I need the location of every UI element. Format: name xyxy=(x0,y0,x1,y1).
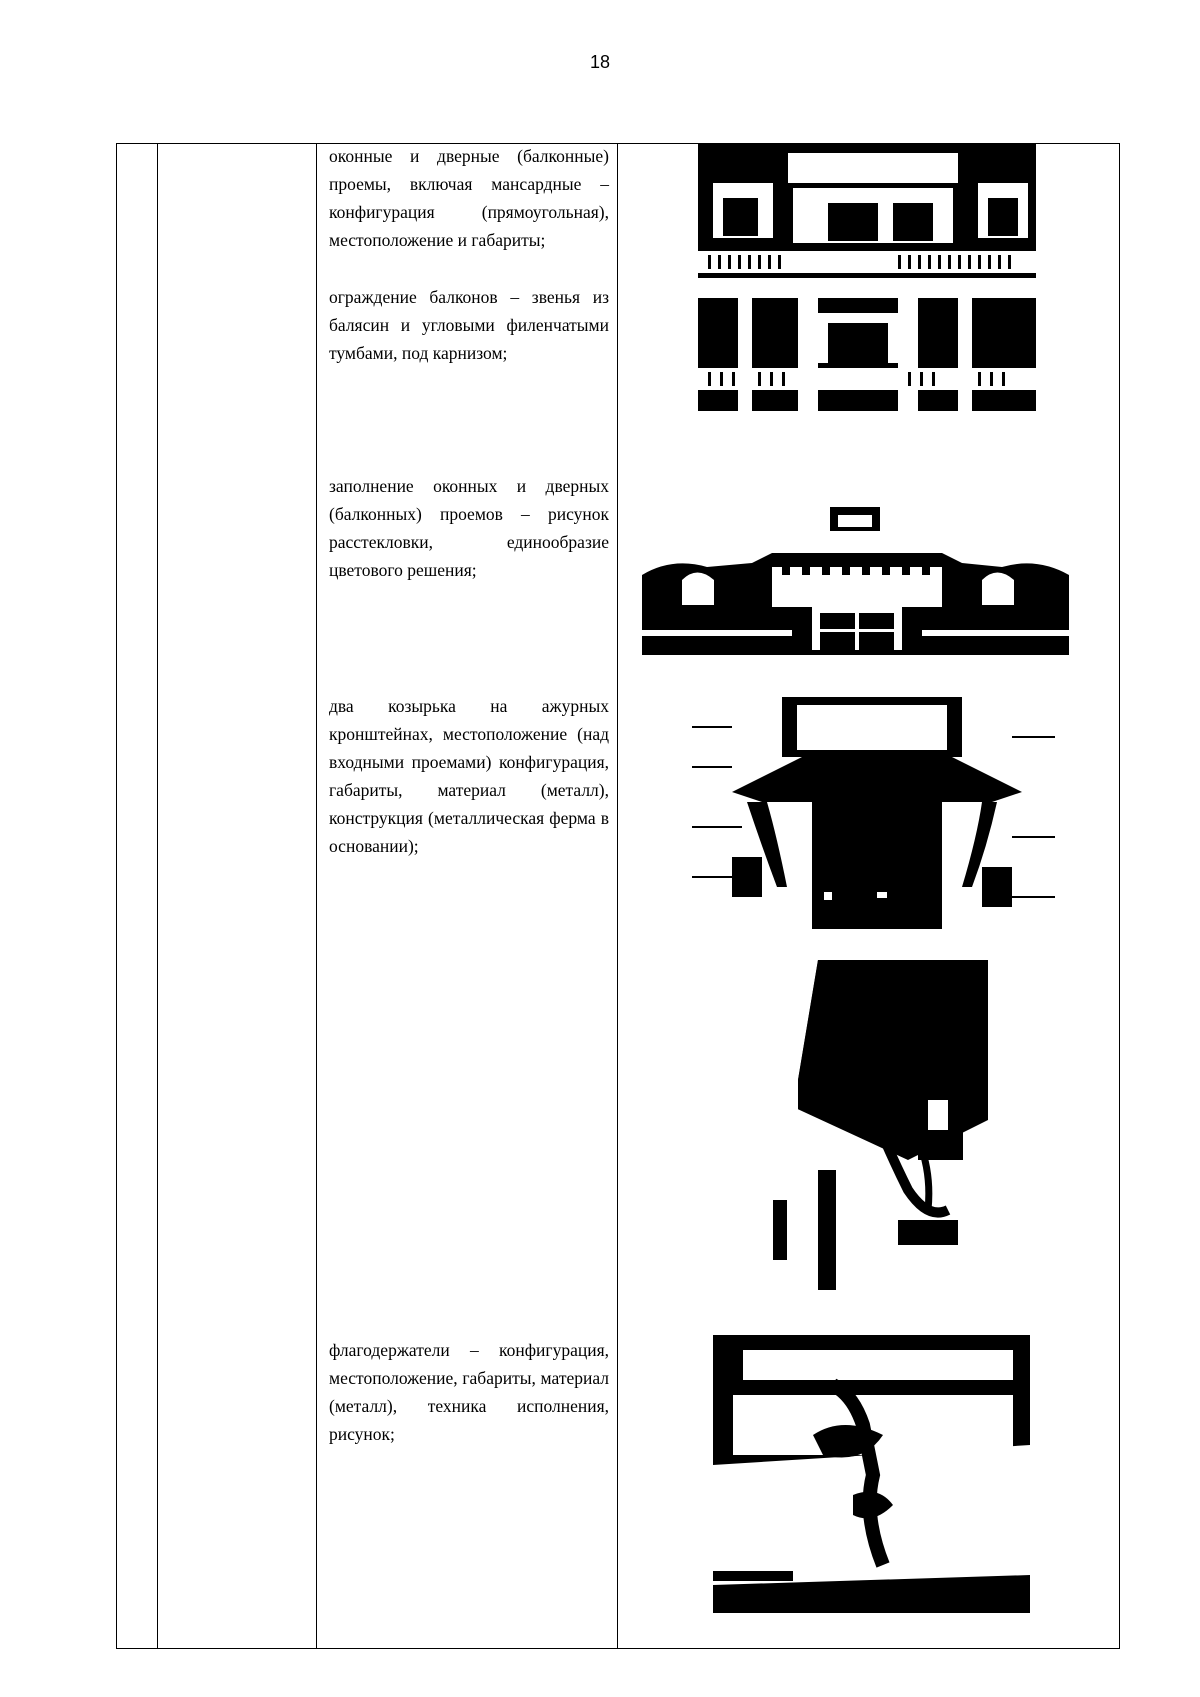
feature-glazing-text: заполнение оконных и дверных (балконных) проемов – рисунок расстекловки, единообразие цветового решения; xyxy=(329,476,609,580)
mansard-windows-photo xyxy=(642,505,1069,655)
page-number: 18 xyxy=(589,52,611,72)
feature-openings-text: оконные и дверные (балконные) проемы, включая мансардные – конфигурация (прямоугольная), местоположение и габариты; xyxy=(329,146,609,250)
feature-flagholders-text: флагодержатели – конфигурация, местоположение, габариты, материал (металл), техника исполнения, рисунок; xyxy=(329,1340,609,1444)
canopy-front-photo xyxy=(692,697,1055,929)
column-divider xyxy=(157,144,158,1648)
column-divider xyxy=(316,144,317,1648)
column-divider xyxy=(617,144,618,1648)
feature-balcony-text: ограждение балконов – звенья из балясин и угловыми филенчатыми тумбами, под карнизом; xyxy=(329,287,609,363)
feature-canopies-text: два козырька на ажурных кронштейнах, местоположение (над входными проемами) конфигурация, габариты, материал (металл), конструкция (металлическая ферма в основании); xyxy=(329,696,609,856)
facade-balconies-photo xyxy=(698,143,1036,411)
flag-holder-photo xyxy=(713,1335,1030,1613)
canopy-side-photo xyxy=(758,960,988,1305)
